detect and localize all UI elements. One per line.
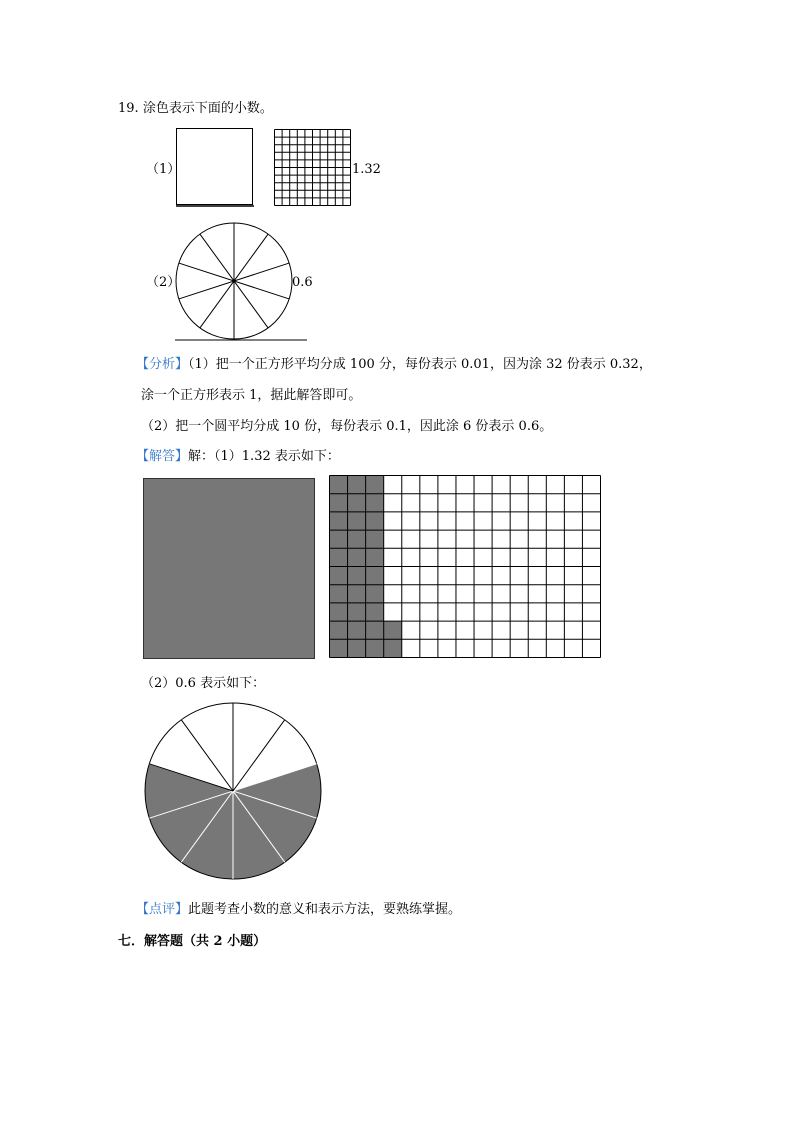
shaded-cell xyxy=(366,567,384,585)
shaded-cell xyxy=(330,567,348,585)
shaded-cell xyxy=(366,639,384,657)
shaded-cell xyxy=(330,585,348,603)
answer-tag: 【解答】 xyxy=(136,449,189,464)
comment-tag: 【点评】 xyxy=(136,902,189,917)
shaded-cell xyxy=(384,639,402,657)
shaded-cell xyxy=(330,639,348,657)
shaded-cell xyxy=(366,494,384,512)
question-number: 19. xyxy=(118,101,139,116)
shaded-cell xyxy=(348,548,366,566)
question-header xyxy=(118,101,273,117)
shaded-cell xyxy=(330,548,348,566)
shaded-cell xyxy=(330,476,348,494)
analysis-line3: （2）把一个圆平均分成 10 份，每份表示 0.1，因此涂 6 份表示 0.6。 xyxy=(141,419,553,434)
shaded-cell xyxy=(366,603,384,621)
shaded-cell xyxy=(384,621,402,639)
shaded-cell xyxy=(366,530,384,548)
shaded-cell xyxy=(348,585,366,603)
shaded-cell xyxy=(366,548,384,566)
question-prompt: 涂色表示下面的小数。 xyxy=(142,101,273,116)
shaded-cell xyxy=(366,512,384,530)
analysis-text-1: （1）把一个正方形平均分成 100 分，每份表示 0.01，因为涂 32 份表示 0.32， xyxy=(188,357,652,372)
shaded-cell xyxy=(348,567,366,585)
shaded-cell xyxy=(348,494,366,512)
analysis-line2: 涂一个正方形表示 1，据此解答即可。 xyxy=(141,388,362,403)
comment-line xyxy=(136,902,461,918)
shaded-cell xyxy=(348,603,366,621)
answer-circle xyxy=(143,702,323,882)
blank-circle xyxy=(175,222,295,342)
blank-grid xyxy=(274,129,352,207)
answer-grid xyxy=(329,475,601,658)
answer-line1 xyxy=(136,449,340,465)
part2-label: （2） xyxy=(146,275,181,290)
shaded-cell xyxy=(330,603,348,621)
blank-square xyxy=(176,128,254,208)
part1-label: （1） xyxy=(146,162,181,177)
answer-text-1: 解：（1）1.32 表示如下： xyxy=(188,449,340,464)
shaded-cell xyxy=(330,530,348,548)
shaded-cell xyxy=(348,512,366,530)
analysis-line1 xyxy=(136,357,652,373)
shaded-cell xyxy=(366,476,384,494)
part2-value: 0.6 xyxy=(292,275,313,290)
shaded-cell xyxy=(330,512,348,530)
shaded-cell xyxy=(366,585,384,603)
shaded-cell xyxy=(348,639,366,657)
shaded-cell xyxy=(348,621,366,639)
analysis-tag: 【分析】 xyxy=(136,357,189,372)
shaded-cell xyxy=(366,621,384,639)
answer-line2: （2）0.6 表示如下： xyxy=(141,676,266,691)
comment-text: 此题考查小数的意义和表示方法，要熟练掌握。 xyxy=(188,902,462,917)
shaded-cell xyxy=(330,621,348,639)
section-title: 七．解答题（共 2 小题） xyxy=(118,934,267,949)
shaded-cell xyxy=(348,530,366,548)
part1-value: 1.32 xyxy=(352,162,381,177)
shaded-square xyxy=(143,478,315,659)
shaded-cell xyxy=(348,476,366,494)
shaded-cell xyxy=(330,494,348,512)
